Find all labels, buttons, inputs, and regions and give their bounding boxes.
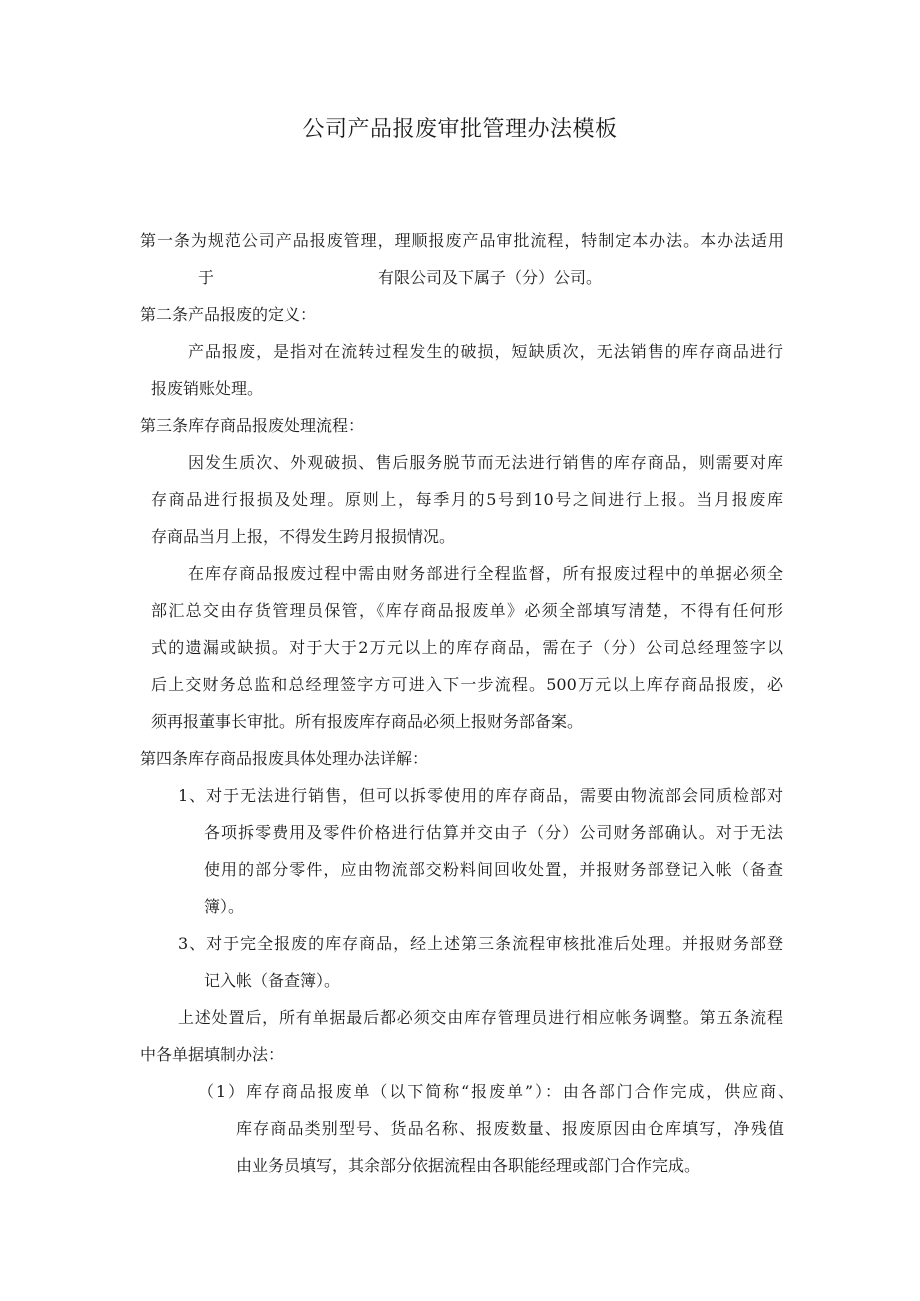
article1-line2-prefix: 于	[198, 268, 215, 287]
article4-sub1-line1: （1）库存商品报废单（以下简称“报废单”）：由各部门合作完成，供应商、	[198, 1082, 794, 1101]
article3-p1-line3: 存商品当月上报，不得发生跨月报损情况。	[151, 527, 456, 546]
article3-p1-line1: 因发生质次、外观破损、售后服务脱节而无法进行销售的库存商品，则需要对库	[188, 453, 783, 472]
article4-sub1-line3: 由业务员填写，其余部分依据流程由各职能经理或部门合作完成。	[236, 1156, 701, 1175]
article3-p2-line2: 部汇总交由存货管理员保管，《库存商品报废单》必须全部填写清楚，不得有任何形	[151, 601, 783, 620]
article3-p1-line2: 存商品进行报损及处理。原则上，每季月的5号到10号之间进行上报。当月报废库	[151, 490, 783, 509]
article1-line1: 第一条为规范公司产品报废管理，理顺报废产品审批流程，特制定本办法。本办法适用	[140, 231, 784, 250]
article3-p2-line5: 须再报董事长审批。所有报废库存商品必须上报财务部备案。	[151, 712, 584, 731]
article4-item1-line3: 使用的部分零件，应由物流部交粉料间回收处置，并报财务部登记入帐（备查	[204, 860, 783, 879]
article4-item1-line4: 簿）。	[204, 897, 245, 916]
article4-item3-line1: 3、对于完全报废的库存商品，经上述第三条流程审核批准后处理。并报财务部登	[178, 934, 783, 953]
article4-summary-line2: 中各单据填制办法：	[140, 1045, 285, 1064]
article4-item1-line1: 1、对于无法进行销售，但可以拆零使用的库存商品，需要由物流部会同质检部对	[178, 786, 783, 805]
article4-heading: 第四条库存商品报废具体处理办法详解：	[140, 749, 429, 768]
article3-p2-line4: 后上交财务总监和总经理签字方可进入下一步流程。500万元以上库存商品报废，必	[151, 675, 783, 694]
article3-heading: 第三条库存商品报废处理流程：	[140, 416, 365, 435]
article4-summary-line1: 上述处置后，所有单据最后都必须交由库存管理员进行相应帐务调整。第五条流程	[178, 1008, 783, 1027]
article2-paragraph-line2: 报废销账处理。	[151, 379, 264, 398]
article3-p2-line1: 在库存商品报废过程中需由财务部进行全程监督，所有报废过程中的单据必须全	[188, 564, 783, 583]
article3-p2-line3: 式的遗漏或缺损。对于大于2万元以上的库存商品，需在子（分）公司总经理签字以	[151, 638, 783, 657]
article2-paragraph-line1: 产品报废，是指对在流转过程发生的破损，短缺质次，无法销售的库存商品进行	[188, 342, 783, 361]
document-title: 公司产品报废审批管理办法模板	[302, 117, 618, 142]
article4-sub1-line2: 库存商品类别型号、货品名称、报废数量、报废原因由仓库填写，净残值	[236, 1119, 784, 1138]
article4-item3-line2: 记入帐（备查簿）。	[204, 971, 341, 990]
article2-heading: 第二条产品报废的定义：	[140, 305, 317, 324]
article1-line2-suffix: 有限公司及下属子（分）公司。	[378, 268, 603, 287]
article4-item1-line2: 各项拆零费用及零件价格进行估算并交由子（分）公司财务部确认。对于无法	[204, 823, 783, 842]
